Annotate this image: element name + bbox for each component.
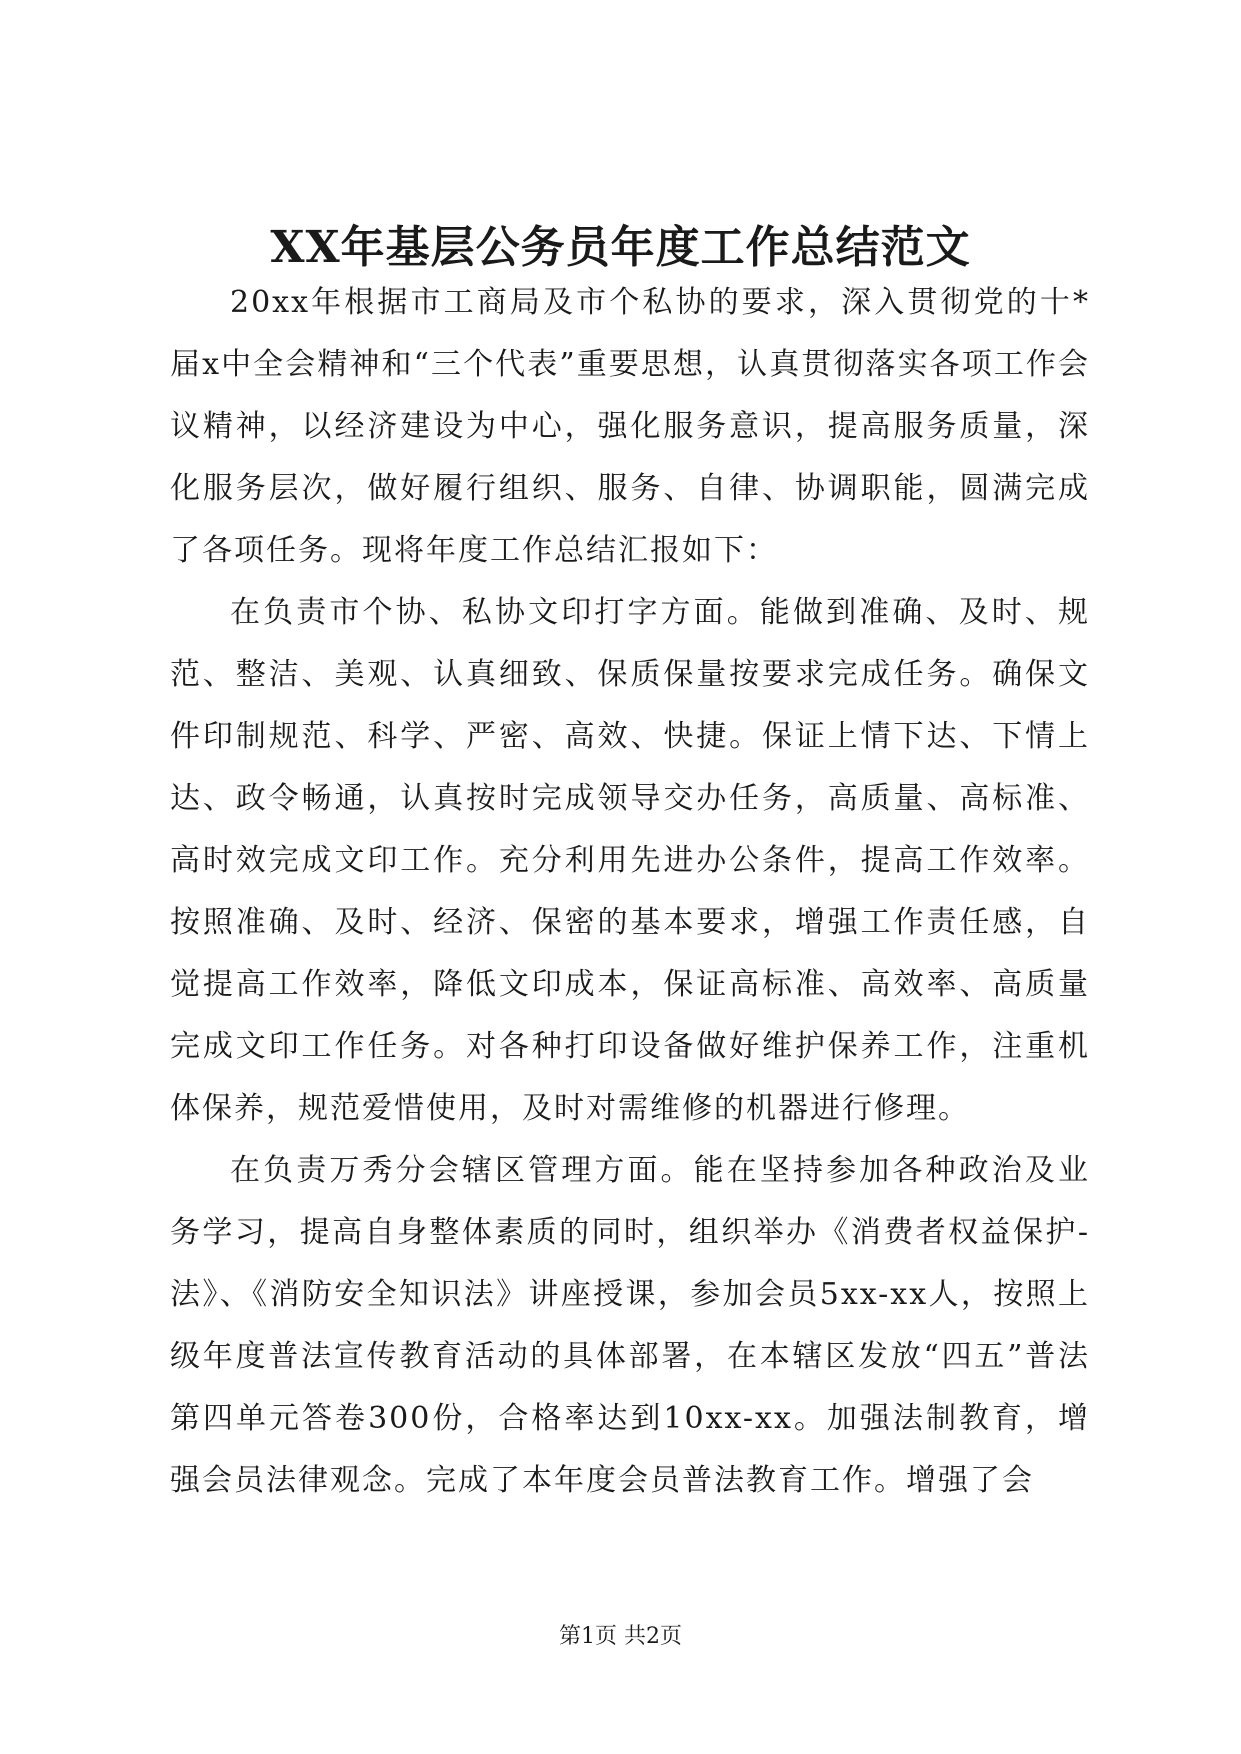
paragraph-typing-work: 在负责市个协、私协文印打字方面。能做到准确、及时、规范、整洁、美观、认真细致、保质保量按要求完成任务。确保文件印制规范、科学、严密、高效、快捷。保证上情下达、下情上达、政令畅通，认真按时完成领导交办任务，高质量、高标准、高时效完成文印工作。充分利用先进办公条件，提高工作效率。按照准确、及时、经济、保密的基本要求，增强工作责任感，自觉提高工作效率，降低文印成本，保证高标准、高效率、高质量完成文印工作任务。对各种打印设备做好维护保养工作，注重机体保养，规范爱惜使用，及时对需维修的机器进行修理。	[170, 595, 1090, 1126]
document-body	[170, 272, 1090, 1512]
paragraph-district-management: 在负责万秀分会辖区管理方面。能在坚持参加各种政治及业务学习，提高自身整体素质的同时，组织举办《消费者权益保护-法》、《消防安全知识法》讲座授课，参加会员5xx-xx人，按照上级年度普法宣传教育活动的具体部署，在本辖区发放“四五”普法第四单元答卷300份，合格率达到10xx-xx。加强法制教育，增强会员法律观念。完成了本年度会员普法教育工作。增强了会	[170, 1153, 1090, 1498]
paragraph-intro: 20xx年根据市工商局及市个私协的要求，深入贯彻党的十*届x中全会精神和“三个代表”重要思想，认真贯彻落实各项工作会议精神，以经济建设为中心，强化服务意识，提高服务质量，深化服务层次，做好履行组织、服务、自律、协调职能，圆满完成了各项任务。现将年度工作总结汇报如下：	[170, 285, 1090, 568]
document-title: XX年基层公务员年度工作总结范文	[270, 222, 971, 273]
page-number-footer: 第1页 共2页	[559, 1624, 682, 1649]
